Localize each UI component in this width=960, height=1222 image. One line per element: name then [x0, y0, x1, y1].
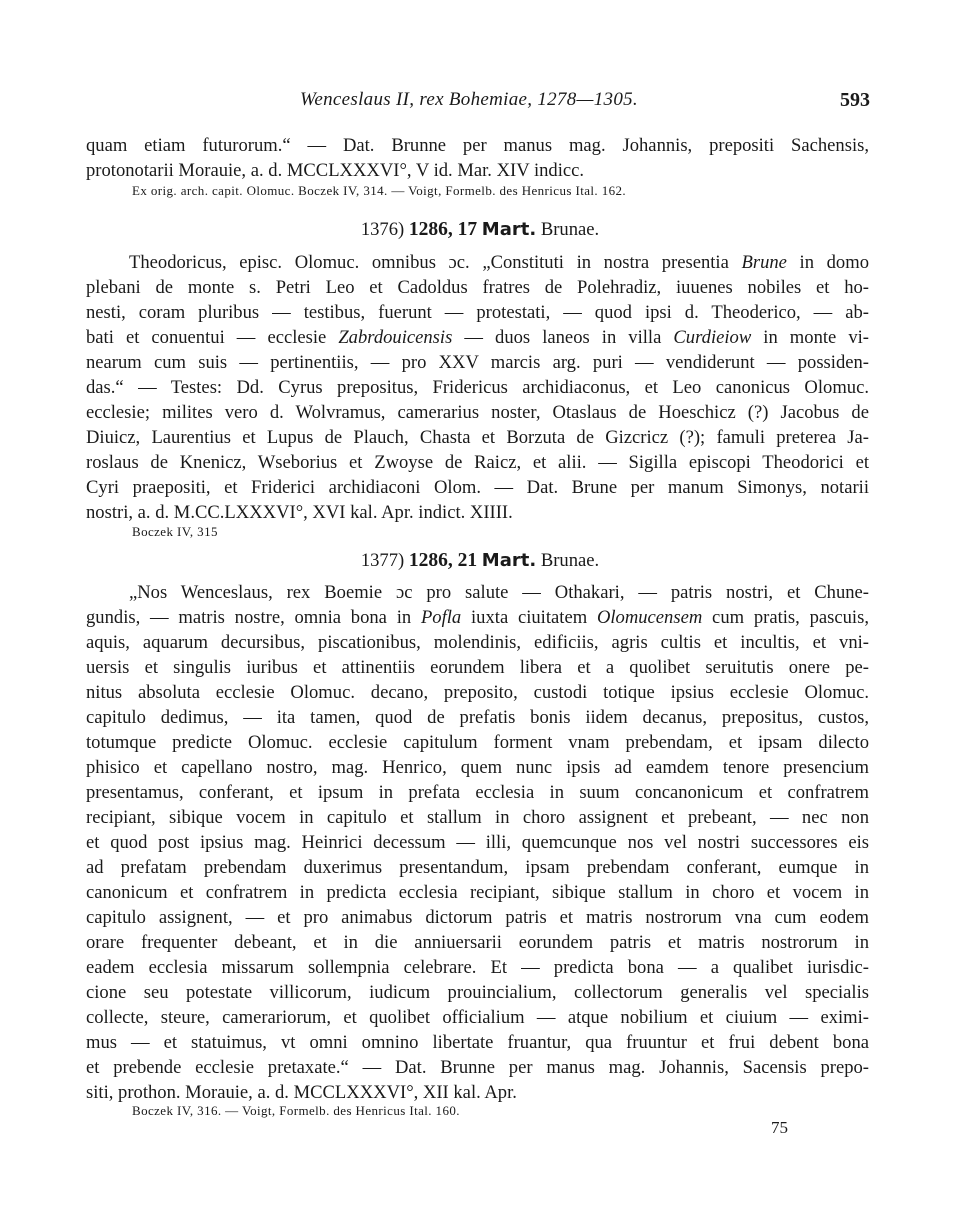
document-heading-1377	[0, 548, 960, 573]
document-date: 1286, 17	[408, 219, 478, 240]
prev-document-source: Ex orig. arch. capit. Olomuc. Boczek IV, 314. — Voigt, Formelb. des Henricus Ital. 162.	[132, 183, 627, 198]
doc-1377-line-20: et prebende ecclesie pretaxate.“ — Dat. Brunne per manus mag. Johannis, Sacensis prepo-	[86, 1057, 869, 1078]
doc-1376-line-7: ecclesie; milites vero d. Wolvramus, camerarius noster, Otaslaus de Hoeschicz (?) Jacobus de	[86, 402, 869, 423]
doc-1377-line-18: collecte, steure, camerariorum, et quolibet officialium — atque nobilium et ciuium — eximi-	[86, 1007, 869, 1028]
doc-1377-line-3: aquis, aquarum decursibus, piscationibus, molendinis, edificiis, agris cultis et incultis, et vni-	[86, 632, 869, 653]
doc-1377-line-7: totumque predicte Olomuc. ecclesie capitulum forment vnam prebendam, et ipsam dilecto	[86, 732, 869, 753]
doc-1377-line-15: orare frequenter debeant, et in die anniuersarii eorundem patris et matris nostrorum in	[86, 932, 869, 953]
doc-1377-line-5: nitus absoluta ecclesie Olomuc. decano, preposito, custodi totique ipsius ecclesie Olomuc.	[86, 682, 869, 703]
document-month: Mart.	[481, 219, 537, 240]
doc-1377-line-19: mus — et statuimus, vt omni omnino libertate fruantur, qua fruuntur et frui debent bona	[86, 1032, 869, 1053]
doc-1377-line-17: cione seu potestate villicorum, iudicum prouincialium, collectorum generalis vel specialis	[86, 982, 869, 1003]
doc-1377-source: Boczek IV, 316. — Voigt, Formelb. des Henricus Ital. 160.	[132, 1103, 460, 1118]
page-header	[86, 89, 870, 115]
running-title: Wenceslaus II, rex Bohemiae, 1278—1305.	[300, 89, 638, 110]
doc-1376-line-9: roslaus de Knenicz, Wseborius et Zwoyse de Raicz, et alii. — Sigilla episcopi Theodorici et	[86, 452, 869, 473]
doc-1377-line-2: gundis, — matris nostre, omnia bona in Pofla iuxta ciuitatem Olomucensem cum pratis, pascuis,	[86, 607, 869, 628]
doc-1377-line-4: uersis et singulis iuribus et attinentiis eorundem libera et a quolibet seruitutis onere pe-	[86, 657, 869, 678]
doc-1376-line-6: das.“ — Testes: Dd. Cyrus prepositus, Fridericus archidiaconus, et Leo canonicus Olomuc.	[86, 377, 869, 398]
doc-1376-line-2: plebani de monte s. Petri Leo et Cadoldus fratres de Polehradiz, iuuenes nobiles et ho-	[86, 277, 869, 298]
doc-1376-line-1: Theodoricus, episc. Olomuc. omnibus ɔc. „Constituti in nostra presentia Brune in domo	[129, 252, 869, 273]
sheet-number: 75	[771, 1118, 788, 1137]
document-place: Brunae.	[540, 550, 600, 571]
doc-1377-line-1: „Nos Wenceslaus, rex Boemie ɔc pro salute — Othakari, — patris nostri, et Chune-	[129, 582, 869, 603]
doc-1377-line-14: capitulo assignent, — et pro animabus dictorum patris et matris nostrorum vna cum eodem	[86, 907, 869, 928]
document-heading-1376	[0, 217, 960, 242]
doc-1377-line-9: presentamus, conferant, et ipsum in prefata ecclesia in suum concanonicum et confratrem	[86, 782, 869, 803]
doc-1376-line-4: bati et conuentui — ecclesie Zabrdouicensis — duos laneos in villa Curdieiow in monte vi-	[86, 327, 869, 348]
doc-1377-line-11: et quod post ipsius mag. Heinrici decessum — illi, quemcunque nos vel nostri successores eis	[86, 832, 869, 853]
doc-1376-line-10: Cyri praepositi, et Friderici archidiaconi Olom. — Dat. Brune per manum Simonys, notarii	[86, 477, 869, 498]
prev-document-line-2: protonotarii Morauie, a. d. MCCLXXXVI°, V id. Mar. XIV indicc.	[86, 160, 585, 181]
document-month: Mart.	[481, 550, 537, 571]
prev-document-line-1: quam etiam futurorum.“ — Dat. Brunne per manus mag. Johannis, prepositi Sachensis,	[86, 135, 869, 156]
doc-1376-line-11: nostri, a. d. M.CC.LXXXVI°, XVI kal. Apr. indict. XIIII.	[86, 502, 513, 523]
doc-1377-line-8: phisico et capellano nostro, mag. Henrico, quem nunc ipsis ad eamdem tenore presencium	[86, 757, 869, 778]
document-place: Brunae.	[540, 219, 600, 240]
document-date: 1286, 21	[408, 550, 478, 571]
doc-1377-line-13: canonicum et confratrem in predicta ecclesia recipiant, sibique stallum in choro et vocem in	[86, 882, 869, 903]
doc-1377-line-12: ad prefatam prebendam duxerimus presentandum, ipsam prebendam conferant, eumque in	[86, 857, 869, 878]
doc-1376-line-5: nearum cum suis — pertinentiis, — pro XXV marcis arg. puri — vendiderunt — possiden-	[86, 352, 869, 373]
doc-1377-line-10: recipiant, sibique vocem in capitulo et stallum in choro assignent et prebeant, — nec non	[86, 807, 869, 828]
document-number: 1376)	[360, 219, 405, 240]
page-number: 593	[840, 89, 870, 111]
doc-1377-line-21: siti, prothon. Morauie, a. d. MCCLXXXVI°, XII kal. Apr.	[86, 1082, 517, 1103]
doc-1376-source: Boczek IV, 315	[132, 524, 218, 539]
doc-1377-line-16: eadem ecclesia missarum sollempnia celebrare. Et — predicta bona — a qualibet iurisdic-	[86, 957, 869, 978]
document-number: 1377)	[360, 550, 405, 571]
doc-1376-line-3: nesti, coram pluribus — testibus, fuerunt — protestati, — quod ipsi d. Theoderico, — ab-	[86, 302, 869, 323]
doc-1377-line-6: capitulo dedimus, — ita tamen, quod de prefatis bonis iidem decanus, prepositus, custos,	[86, 707, 869, 728]
doc-1376-line-8: Diuicz, Laurentius et Lupus de Plauch, Chasta et Borzuta de Gizcricz (?); famuli preterea Ja-	[86, 427, 869, 448]
